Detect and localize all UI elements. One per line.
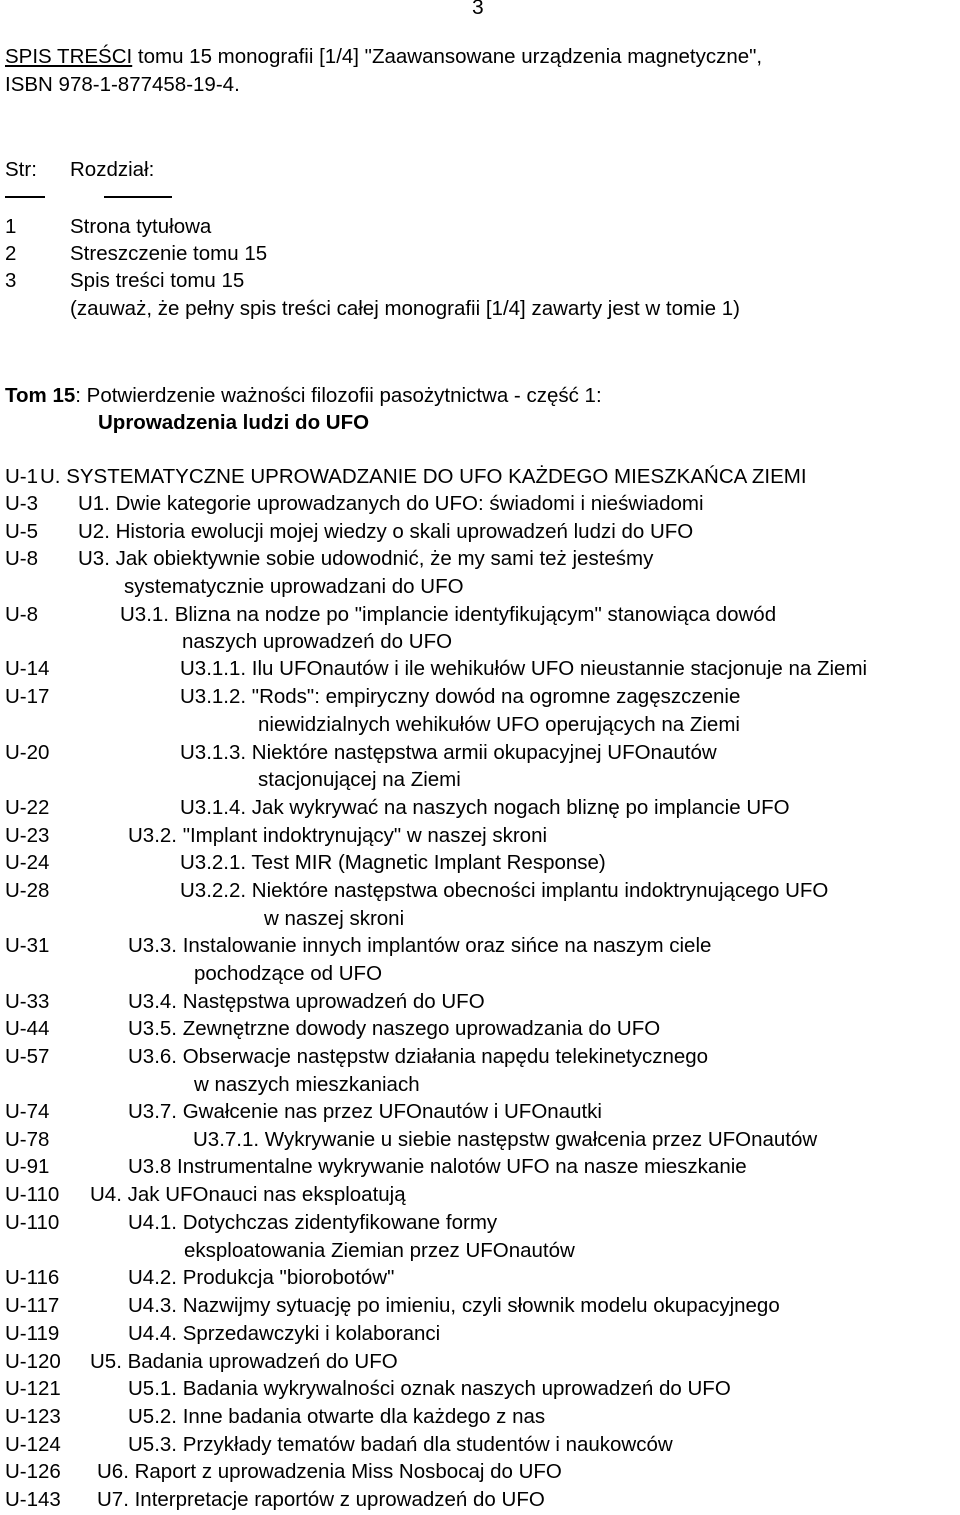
toc-page-number: U-116 xyxy=(5,1266,60,1289)
toc-entry-title: U. SYSTEMATYCZNE UPROWADZANIE DO UFO KAŻDEGO MIESZKAŃCA ZIEMI xyxy=(40,465,807,488)
toc-entry-title-continuation: systematycznie uprowadzani do UFO xyxy=(124,575,464,598)
toc-page-number: U-1 xyxy=(5,465,39,488)
toc-page-number: U-123 xyxy=(5,1405,61,1428)
toc-page-number: U-74 xyxy=(5,1100,50,1123)
toc-page-number: U-28 xyxy=(5,879,50,902)
toc-entry-title: U4. Jak UFOnauci nas eksploatują xyxy=(90,1183,406,1206)
toc-page-number: U-117 xyxy=(5,1294,60,1317)
toc-entry-title: U1. Dwie kategorie uprowadzanych do UFO: świadomi i nieświadomi xyxy=(78,492,704,515)
front-matter-title: (zauważ, że pełny spis treści całej monografii [1/4] zawarty jest w tomie 1) xyxy=(70,297,740,320)
front-matter-page: 1 xyxy=(5,215,17,238)
toc-page-number: U-23 xyxy=(5,824,50,847)
front-matter-title: Strona tytułowa xyxy=(70,215,212,238)
toc-entry-title: U3.5. Zewnętrzne dowody naszego uprowadzania do UFO xyxy=(128,1017,661,1040)
column-underline-page xyxy=(5,196,45,198)
toc-entry-title: U5.3. Przykłady tematów badań dla studentów i naukowców xyxy=(128,1433,673,1456)
front-matter-page: 2 xyxy=(5,242,17,265)
toc-entry-title: U5.2. Inne badania otwarte dla każdego z nas xyxy=(128,1405,546,1428)
toc-entry-title: U7. Interpretacje raportów z uprowadzeń do UFO xyxy=(97,1488,545,1511)
toc-page-number: U-44 xyxy=(5,1017,50,1040)
toc-page-number: U-110 xyxy=(5,1183,60,1206)
toc-entry-title: U3.2.1. Test MIR (Magnetic Implant Response) xyxy=(180,851,606,874)
toc-entry-title: U3.7.1. Wykrywanie u siebie następstw gwałcenia przez UFOnautów xyxy=(193,1128,818,1151)
toc-entry-title-continuation: niewidzialnych wehikułów UFO operujących na Ziemi xyxy=(258,713,740,736)
volume-title-rest: : Potwierdzenie ważności filozofii pasożytnictwa - część 1: xyxy=(75,384,602,407)
front-matter-title: Streszczenie tomu 15 xyxy=(70,242,268,265)
toc-entry-title: U3.3. Instalowanie innych implantów oraz sińce na naszym ciele xyxy=(128,934,712,957)
front-matter-page: 3 xyxy=(5,269,17,292)
toc-entry-title: U3.8 Instrumentalne wykrywanie nalotów UFO na nasze mieszkanie xyxy=(128,1155,747,1178)
toc-page-number: U-20 xyxy=(5,741,50,764)
toc-page-number: U-31 xyxy=(5,934,50,957)
toc-entry-title: U3.4. Następstwa uprowadzeń do UFO xyxy=(128,990,485,1013)
toc-entry-title: U4.3. Nazwijmy sytuację po imieniu, czyli słownik modelu okupacyjnego xyxy=(128,1294,780,1317)
toc-page-number: U-5 xyxy=(5,520,39,543)
page-number: 3 xyxy=(472,0,484,19)
column-header-page: Str: xyxy=(5,158,37,181)
toc-entry-title-continuation: pochodzące od UFO xyxy=(194,962,383,985)
title-rest: tomu 15 monografii [1/4] "Zaawansowane urządzenia magnetyczne", xyxy=(132,45,763,68)
toc-entry-title: U3.2. "Implant indoktrynujący" w naszej skroni xyxy=(128,824,548,847)
toc-entry-title: U3.1. Blizna na nodze po "implancie identyfikującym" stanowiąca dowód xyxy=(120,603,777,626)
document-title-line-1 xyxy=(5,45,762,69)
toc-page-number: U-91 xyxy=(5,1155,50,1178)
toc-page-number: U-8 xyxy=(5,547,39,570)
toc-entry-title: U5.1. Badania wykrywalności oznak naszych uprowadzeń do UFO xyxy=(128,1377,731,1400)
toc-page-number: U-121 xyxy=(5,1377,61,1400)
toc-entry-title: U3.1.3. Niektóre następstwa armii okupacyjnej UFOnautów xyxy=(180,741,717,764)
toc-page-number: U-22 xyxy=(5,796,50,819)
toc-page-number: U-24 xyxy=(5,851,50,874)
volume-subtitle: Uprowadzenia ludzi do UFO xyxy=(98,411,370,434)
toc-entry-title: U3.2.2. Niektóre następstwa obecności implantu indoktrynującego UFO xyxy=(180,879,829,902)
toc-entry-title-continuation: naszych uprowadzeń do UFO xyxy=(182,630,453,653)
volume-label: Tom 15 xyxy=(5,384,76,407)
toc-heading-link[interactable]: SPIS TREŚCI xyxy=(5,45,133,68)
volume-title xyxy=(5,384,602,408)
document-title-line-2: ISBN 978-1-877458-19-4. xyxy=(5,73,240,96)
toc-page-number: U-119 xyxy=(5,1322,60,1345)
toc-page-number: U-110 xyxy=(5,1211,60,1234)
toc-entry-title: U3.1.1. Ilu UFOnautów i ile wehikułów UFO nieustannie stacjonuje na Ziemi xyxy=(180,657,868,680)
toc-entry-title: U3. Jak obiektywnie sobie udowodnić, że my sami też jesteśmy xyxy=(78,547,654,570)
front-matter-title: Spis treści tomu 15 xyxy=(70,269,245,292)
toc-entry-title: U6. Raport z uprowadzenia Miss Nosbocaj do UFO xyxy=(97,1460,562,1483)
toc-page-number: U-3 xyxy=(5,492,39,515)
toc-entry-title-continuation: stacjonującej na Ziemi xyxy=(258,768,461,791)
toc-page-number: U-33 xyxy=(5,990,50,1013)
toc-entry-title: U4.4. Sprzedawczyki i kolaboranci xyxy=(128,1322,441,1345)
toc-entry-title: U4.1. Dotychczas zidentyfikowane formy xyxy=(128,1211,498,1234)
toc-page-number: U-78 xyxy=(5,1128,50,1151)
column-underline-chapter xyxy=(104,196,172,198)
toc-page-number: U-8 xyxy=(5,603,39,626)
toc-entry-title: U3.6. Obserwacje następstw działania napędu telekinetycznego xyxy=(128,1045,709,1068)
column-header-chapter: Rozdział: xyxy=(70,158,155,181)
toc-page-number: U-17 xyxy=(5,685,50,708)
toc-entry-title: U3.1.2. "Rods": empiryczny dowód na ogromne zagęszczenie xyxy=(180,685,741,708)
toc-entry-title-continuation: w naszej skroni xyxy=(264,907,405,930)
toc-page-number: U-124 xyxy=(5,1433,61,1456)
toc-entry-title-continuation: w naszych mieszkaniach xyxy=(194,1073,420,1096)
toc-entry-title: U4.2. Produkcja "biorobotów" xyxy=(128,1266,395,1289)
toc-page-number: U-143 xyxy=(5,1488,61,1511)
toc-page-number: U-57 xyxy=(5,1045,50,1068)
toc-page-number: U-126 xyxy=(5,1460,61,1483)
toc-page-number: U-120 xyxy=(5,1350,61,1373)
toc-entry-title-continuation: eksploatowania Ziemian przez UFOnautów xyxy=(184,1239,575,1262)
toc-page-number: U-14 xyxy=(5,657,50,680)
toc-entry-title: U3.1.4. Jak wykrywać na naszych nogach bliznę po implancie UFO xyxy=(180,796,790,819)
toc-entry-title: U5. Badania uprowadzeń do UFO xyxy=(90,1350,398,1373)
toc-entry-title: U2. Historia ewolucji mojej wiedzy o skali uprowadzeń ludzi do UFO xyxy=(78,520,694,543)
toc-entry-title: U3.7. Gwałcenie nas przez UFOnautów i UFOnautki xyxy=(128,1100,602,1123)
